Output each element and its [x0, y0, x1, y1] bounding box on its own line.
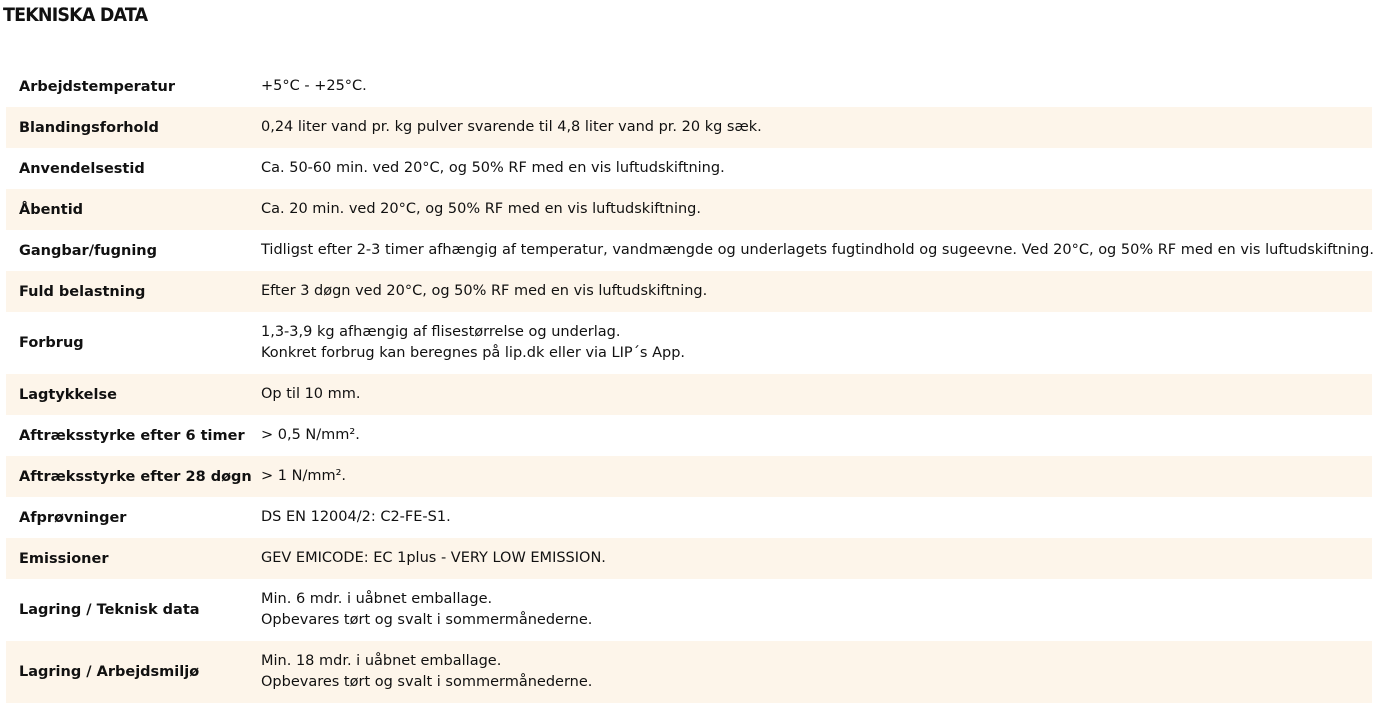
- row-value: [261, 271, 1372, 312]
- table-row: [6, 107, 1372, 148]
- value-line: Tidligst efter 2-3 timer afhængig af temperatur, vandmængde og underlagets fugtindhold og sugeevne. Ved 20°C, og 50% RF med en vis luftudskiftning.: [261, 242, 1374, 258]
- row-label: Lagtykkelse: [6, 374, 261, 415]
- row-value: [261, 66, 1372, 107]
- value-line: Min. 6 mdr. i uåbnet emballage.: [261, 591, 493, 607]
- table-row: [6, 538, 1372, 579]
- table-row: [6, 189, 1372, 230]
- value-line: Min. 18 mdr. i uåbnet emballage.: [261, 653, 502, 669]
- table-row: [6, 148, 1372, 189]
- row-value: [261, 538, 1372, 579]
- row-label: Åbentid: [6, 189, 261, 230]
- row-label: Lagring / Teknisk data: [19, 602, 200, 618]
- table-row: [6, 497, 1372, 538]
- row-value: [261, 579, 1372, 641]
- table-row: [6, 66, 1372, 107]
- value-line: > 0,5 N/mm².: [261, 427, 360, 443]
- table-row: [6, 271, 1372, 312]
- table-row: [6, 641, 1372, 703]
- technical-data-table: [6, 66, 1372, 703]
- table-row: [6, 312, 1372, 374]
- value-line: Ca. 50-60 min. ved 20°C, og 50% RF med en vis luftudskiftning.: [261, 160, 725, 176]
- row-value: [261, 107, 1372, 148]
- row-value: [261, 415, 1372, 456]
- row-value: [261, 189, 1372, 230]
- row-label: Blandingsforhold: [6, 107, 261, 148]
- page-title: TEKNISKA DATA: [3, 4, 148, 26]
- row-label: Gangbar/fugning: [19, 242, 158, 259]
- row-label: Aftræksstyrke efter 6 timer: [19, 427, 245, 444]
- value-line: DS EN 12004/2: C2-FE-S1.: [261, 509, 451, 525]
- value-line: Efter 3 døgn ved 20°C, og 50% RF med en vis luftudskiftning.: [261, 283, 708, 299]
- value-line: Op til 10 mm.: [261, 386, 361, 402]
- row-value: [261, 641, 1372, 703]
- row-label: Emissioner: [6, 538, 261, 579]
- row-label: Anvendelsestid: [19, 160, 145, 177]
- value-line: Opbevares tørt og svalt i sommermånederne.: [261, 674, 593, 690]
- row-label: Lagring / Arbejdsmiljø: [6, 641, 261, 703]
- value-line: Ca. 20 min. ved 20°C, og 50% RF med en vis luftudskiftning.: [261, 201, 701, 217]
- row-label: Afprøvninger: [19, 509, 127, 526]
- table-row: [6, 579, 1372, 641]
- table-row: [6, 374, 1372, 415]
- value-line: 1,3-3,9 kg afhængig af flisestørrelse og underlag.: [261, 324, 621, 340]
- row-value: [261, 497, 1372, 538]
- value-line: +5°C - +25°C.: [261, 78, 367, 94]
- value-line: Konkret forbrug kan beregnes på lip.dk eller via LIP´s App.: [261, 345, 686, 361]
- row-value: [261, 230, 1372, 271]
- row-label: Arbejdstemperatur: [19, 78, 175, 95]
- value-line: 0,24 liter vand pr. kg pulver svarende til 4,8 liter vand pr. 20 kg sæk.: [261, 119, 762, 135]
- value-line: Opbevares tørt og svalt i sommermånederne.: [261, 612, 593, 628]
- value-line: GEV EMICODE: EC 1plus - VERY LOW EMISSION.: [261, 550, 606, 566]
- table-row: [6, 415, 1372, 456]
- table-row: [6, 456, 1372, 497]
- row-value: [261, 148, 1372, 189]
- row-label: Fuld belastning: [6, 271, 261, 312]
- row-value: [261, 312, 1372, 374]
- row-label: Aftræksstyrke efter 28 døgn: [6, 456, 261, 497]
- value-line: > 1 N/mm².: [261, 468, 346, 484]
- row-value: [261, 374, 1372, 415]
- row-label: Forbrug: [19, 335, 84, 351]
- table-row: [6, 230, 1372, 271]
- row-value: [261, 456, 1372, 497]
